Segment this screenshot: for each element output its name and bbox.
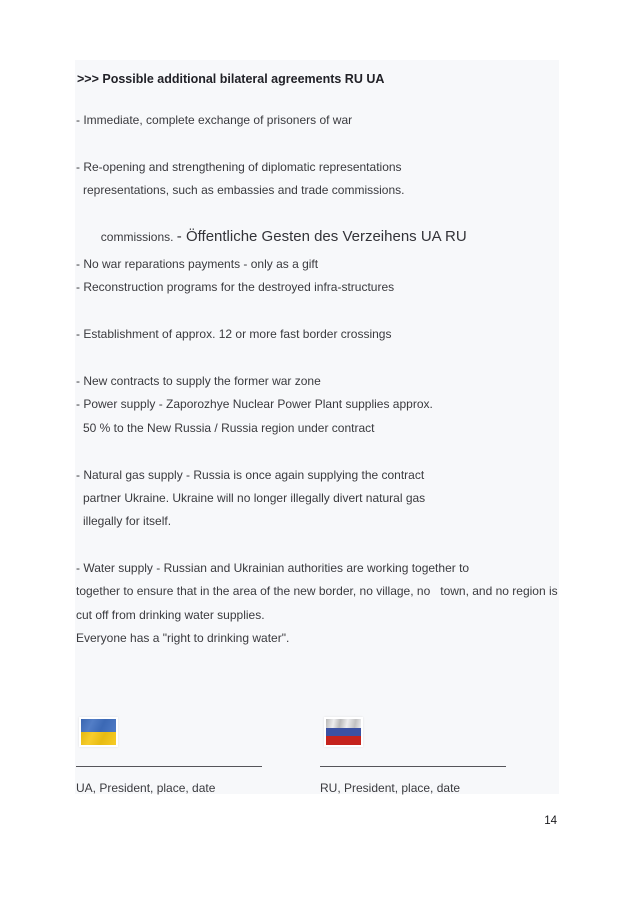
russia-flag-red-stripe — [326, 736, 361, 745]
page-number: 14 — [544, 815, 557, 827]
doc-line: - Power supply - Zaporozhye Nuclear Power Plant supplies approx. — [76, 397, 433, 411]
doc-line: 50 % to the New Russia / Russia region under contract — [83, 421, 375, 435]
signature-line-ru — [320, 766, 506, 767]
ukraine-flag-blue-stripe — [81, 719, 116, 732]
doc-line: illegally for itself. — [83, 514, 172, 528]
doc-line: cut off from drinking water supplies. — [76, 608, 265, 622]
ukraine-flag-stripes — [81, 719, 116, 745]
ukraine-flag-icon — [79, 717, 118, 747]
signature-label-ua: UA, President, place, date — [76, 781, 216, 795]
doc-line: - New contracts to supply the former war zone — [76, 374, 321, 388]
doc-line: together to ensure that in the area of the new border, no village, no town, and no region is — [76, 584, 558, 598]
doc-line-mixed-large-text: - Öffentliche Gesten des Verzeihens UA RU — [176, 228, 467, 245]
doc-line: - Water supply - Russian and Ukrainian authorities are working together to — [76, 561, 470, 575]
doc-line: - Reconstruction programs for the destroyed infra-structures — [76, 280, 395, 294]
signature-label-ru: RU, President, place, date — [320, 781, 461, 795]
doc-line: - Re-opening and strengthening of diplomatic representations — [76, 160, 402, 174]
document-title: >>> Possible additional bilateral agreements RU UA — [77, 72, 385, 86]
doc-line: representations, such as embassies and trade commissions. — [83, 183, 405, 197]
russia-flag-icon — [324, 717, 363, 747]
doc-line: - Establishment of approx. 12 or more fast border crossings — [76, 327, 392, 341]
russia-flag-stripes — [326, 719, 361, 745]
doc-line-mixed-small-text: commissions. — [100, 230, 177, 244]
doc-line: - No war reparations payments - only as a gift — [76, 257, 319, 271]
doc-line: Everyone has a "right to drinking water". — [76, 631, 290, 645]
signature-line-ua — [76, 766, 262, 767]
russia-flag-blue-stripe — [326, 728, 361, 737]
ukraine-flag-yellow-stripe — [81, 732, 116, 745]
doc-line: partner Ukraine. Ukraine will no longer illegally divert natural gas — [83, 491, 426, 505]
doc-line: - Immediate, complete exchange of prisoners of war — [76, 113, 353, 127]
russia-flag-white-stripe — [326, 719, 361, 728]
doc-line: - Natural gas supply - Russia is once again supplying the contract — [76, 468, 425, 482]
